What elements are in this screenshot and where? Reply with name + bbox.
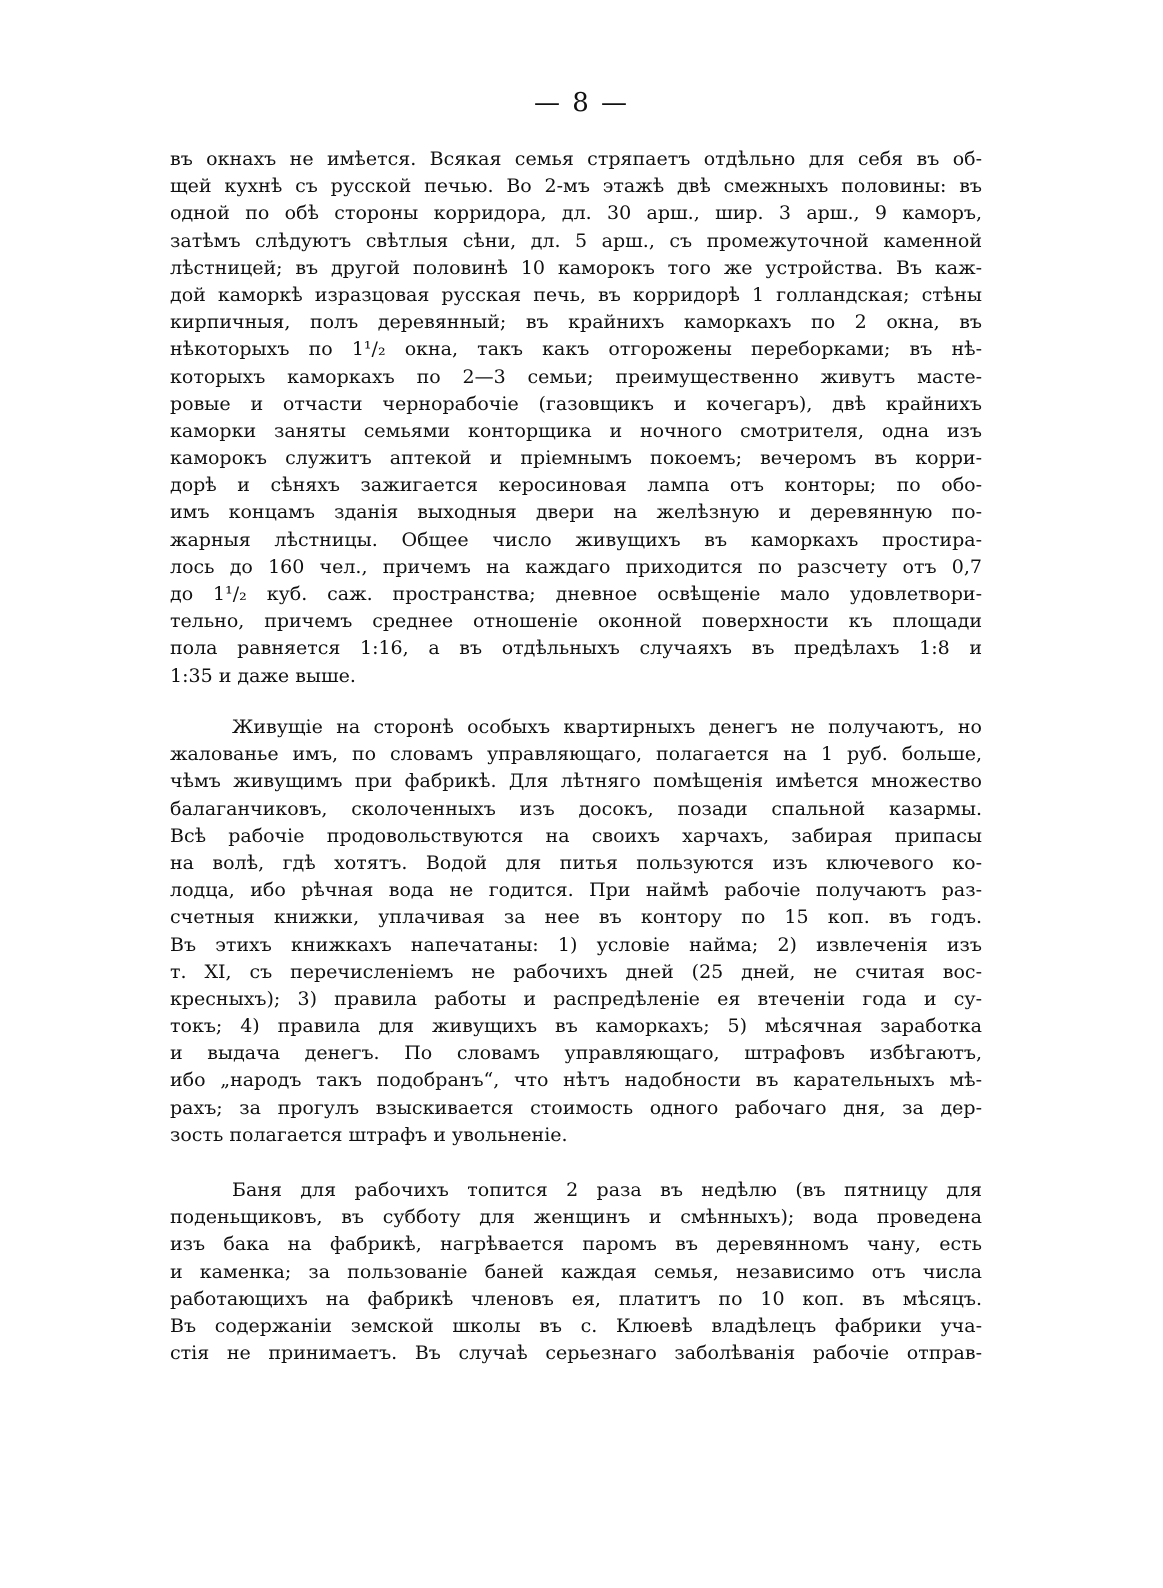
paragraph bbox=[170, 146, 982, 690]
text-line: Баня для рабочихъ топится 2 раза въ недѣлю (въ пятницу для bbox=[232, 1179, 982, 1201]
text-line: ибо „народъ такъ подобранъ“, что нѣтъ надобности въ карательныхъ мѣ- bbox=[170, 1069, 982, 1092]
paragraph bbox=[170, 714, 982, 1149]
text-line: затѣмъ слѣдуютъ свѣтлыя сѣни, дл. 5 арш., съ промежуточной каменной bbox=[170, 229, 982, 252]
text-line: дорѣ и сѣняхъ зажигается керосиновая лампа отъ конторы; по обо- bbox=[170, 474, 982, 497]
text-line: каморки заняты семьями конторщика и ночного смотрителя, одна изъ bbox=[170, 419, 982, 442]
text-line: Въ этихъ книжкахъ напечатаны: 1) условіе найма; 2) извлеченія изъ bbox=[170, 933, 982, 956]
text-line: счетныя книжки, уплачивая за нее въ контору по 15 коп. въ годъ. bbox=[170, 906, 982, 929]
text-line: пола равняется 1:16, а въ отдѣльныхъ случаяхъ въ предѣлахъ 1:8 и bbox=[170, 637, 982, 660]
text-line: ровые и отчасти чернорабочіе (газовщикъ и кочегаръ), двѣ крайнихъ bbox=[170, 392, 982, 415]
text-line: стія не принимаетъ. Въ случаѣ серьезнаго заболѣванія рабочіе отправ- bbox=[170, 1342, 982, 1365]
text-line: Въ содержаніи земской школы въ с. Клюевѣ владѣлецъ фабрики уча- bbox=[170, 1314, 982, 1337]
text-line: кирпичныя, полъ деревянный; въ крайнихъ каморкахъ по 2 окна, въ bbox=[170, 311, 982, 334]
text-line: балаганчиковъ, сколоченныхъ изъ досокъ, позади спальной казармы. bbox=[170, 797, 982, 820]
text-line: лѣстницей; въ другой половинѣ 10 каморокъ того же устройства. Въ каж- bbox=[170, 256, 982, 279]
paragraph bbox=[170, 1177, 982, 1367]
text-line: имъ концамъ зданія выходныя двери на желѣзную и деревянную по- bbox=[170, 501, 982, 524]
text-line: токъ; 4) правила для живущихъ въ каморкахъ; 5) мѣсячная заработка bbox=[170, 1015, 982, 1038]
text-line: Живущіе на сторонѣ особыхъ квартирныхъ денегъ не получаютъ, но bbox=[232, 716, 982, 738]
text-line: лось до 160 чел., причемъ на каждаго приходится по разсчету отъ 0,7 bbox=[170, 555, 982, 578]
text-line: зость полагается штрафъ и увольненіе. bbox=[170, 1123, 568, 1146]
text-line: одной по обѣ стороны корридора, дл. 30 арш., шир. 3 арш., 9 каморъ, bbox=[170, 202, 982, 225]
text-line: Всѣ рабочіе продовольствуются на своихъ харчахъ, забирая припасы bbox=[170, 824, 982, 847]
text-line: до 1¹/₂ куб. саж. пространства; дневное освѣщеніе мало удовлетвори- bbox=[170, 583, 982, 605]
text-line: 1:35 и даже выше. bbox=[170, 664, 356, 687]
text-line: и каменка; за пользованіе баней каждая семья, независимо отъ числа bbox=[170, 1260, 982, 1283]
text-line: на волѣ, гдѣ хотятъ. Водой для питья пользуются изъ ключевого ко- bbox=[170, 851, 982, 874]
text-line: каморокъ служитъ аптекой и пріемнымъ покоемъ; вечеромъ въ корри- bbox=[170, 447, 982, 470]
text-line: лодца, ибо рѣчная вода не годится. При наймѣ рабочіе получаютъ раз- bbox=[170, 879, 982, 902]
text-line: поденьщиковъ, въ субботу для женщинъ и смѣнныхъ); вода проведена bbox=[170, 1206, 982, 1229]
text-line: работающихъ на фабрикѣ членовъ ея, платитъ по 10 коп. въ мѣсяцъ. bbox=[170, 1287, 982, 1310]
text-line: дой каморкѣ изразцовая русская печь, въ корридорѣ 1 голландская; стѣны bbox=[170, 283, 982, 306]
text-line: которыхъ каморкахъ по 2—3 семьи; преимущественно живутъ масте- bbox=[170, 365, 982, 388]
text-line: изъ бака на фабрикѣ, нагрѣвается паромъ въ деревянномъ чану, есть bbox=[170, 1233, 982, 1256]
text-line: въ окнахъ не имѣется. Всякая семья стряпаетъ отдѣльно для себя въ об- bbox=[170, 148, 982, 170]
text-line: т. XI, съ перечисленіемъ не рабочихъ дней (25 дней, не считая вос- bbox=[170, 960, 982, 983]
text-line: и выдача денегъ. По словамъ управляющаго, штрафовъ избѣгаютъ, bbox=[170, 1042, 982, 1065]
text-line: кресныхъ); 3) правила работы и распредѣленіе ея втеченіи года и су- bbox=[170, 987, 982, 1010]
text-line: щей кухнѣ съ русской печью. Во 2-мъ этажѣ двѣ смежныхъ половины: въ bbox=[170, 175, 982, 198]
page-number: — 8 — bbox=[533, 88, 630, 118]
text-line: тельно, причемъ среднее отношеніе оконной поверхности къ площади bbox=[170, 610, 982, 633]
text-line: жалованье имъ, по словамъ управляющаго, полагается на 1 руб. больше, bbox=[170, 743, 982, 766]
text-line: нѣкоторыхъ по 1¹/₂ окна, такъ какъ отгорожены переборками; въ нѣ- bbox=[170, 338, 982, 361]
text-line: чѣмъ живущимъ при фабрикѣ. Для лѣтняго помѣщенія имѣется множество bbox=[170, 770, 982, 793]
text-line: жарныя лѣстницы. Общее число живущихъ въ каморкахъ простира- bbox=[170, 528, 982, 551]
text-line: рахъ; за прогулъ взыскивается стоимость одного рабочаго дня, за дер- bbox=[170, 1096, 982, 1119]
